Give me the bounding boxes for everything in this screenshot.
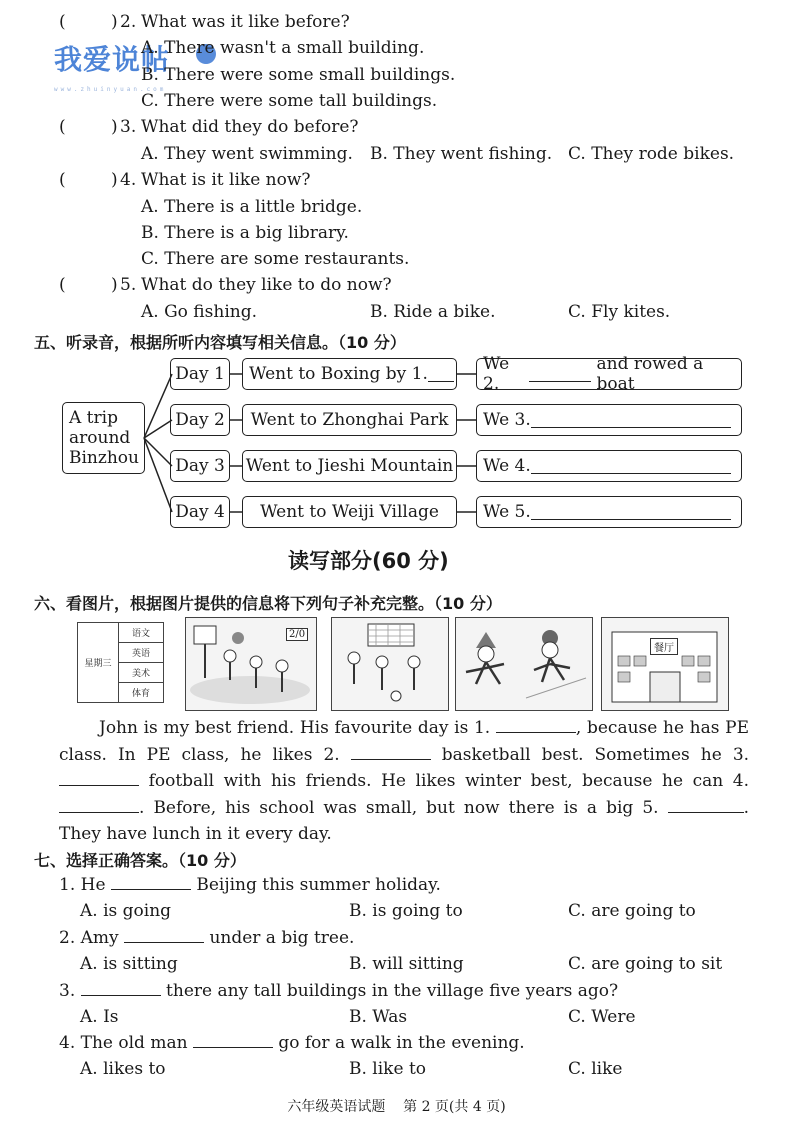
option: A. is going [80,901,172,921]
answer-blank[interactable] [59,771,139,786]
option: C. Were [568,1007,636,1027]
option: C. are going to [568,901,696,921]
option: C. like [568,1059,623,1079]
answer-blank[interactable] [428,367,454,382]
option: C. They rode bikes. [568,144,735,164]
section7-heading: 七、选择正确答案。（10 分） [34,851,246,870]
option: B. There were some small buildings. [141,65,456,85]
we-box: We 5. [476,496,742,528]
answer-blank[interactable] [193,1033,273,1048]
option: A. Go fishing. [141,302,257,322]
option: A. There is a little bridge. [141,197,363,217]
page-footer: 六年级英语试题 第 2 页(共 4 页) [287,1099,506,1115]
restaurant-picture [601,617,729,711]
part-title: 读写部分(60 分) [288,549,449,573]
day-box: Day 1 [170,358,230,390]
skating-picture [455,617,593,711]
schedule-subject: 美术 [119,663,164,683]
day-box: Day 3 [170,450,230,482]
watermark-logo: 我爱说帖 [54,43,171,76]
option: B. Ride a bike. [370,302,496,322]
schedule-subject: 体育 [119,683,164,703]
skating-kids-icon [456,618,591,709]
restaurant-sign: 餐厅 [650,638,678,655]
option: B. like to [349,1059,427,1079]
question-text: What do they like to do now? [141,275,392,295]
we-box: We 4. [476,450,742,482]
schedule-subject: 语文 [119,623,164,643]
schedule-table [77,622,164,703]
option: A. Is [80,1007,119,1027]
answer-blank[interactable] [531,413,731,428]
activity-box: Went to Weiji Village [242,496,457,528]
mindmap-root: A trip around Binzhou [62,402,145,474]
question-text: What did they do before? [141,117,359,137]
basketball-picture [185,617,317,711]
option: B. will sitting [349,954,464,974]
day-box: Day 4 [170,496,230,528]
answer-blank[interactable] [81,981,161,996]
answer-blank[interactable] [531,505,731,520]
schedule-subject: 英语 [119,643,164,663]
answer-blank[interactable] [496,718,576,733]
section6-passage: John is my best friend. His favourite day is 1. , because he has PE class. In PE class, he likes 2. basketball best. Sometimes he 3. football with his friends. He likes winter best, because he can 4.. Before, his school was small, but now there is a big 5. . They have lunch in it every day. [59,718,750,844]
answer-blank[interactable] [668,798,744,813]
we-box: We 3. [476,404,742,436]
option: B. Was [349,1007,408,1027]
answer-blank[interactable] [59,798,139,813]
section6-heading: 六、看图片，根据图片提供的信息将下列句子补充完整。（10 分） [34,594,502,613]
day-box: Day 2 [170,404,230,436]
watermark-url: www.zhuinyuan.com [54,86,167,93]
answer-blank[interactable] [529,367,591,382]
football-picture [331,617,449,711]
activity-box: Went to Boxing by 1. [242,358,457,390]
answer-blank[interactable] [531,459,731,474]
option: C. Fly kites. [568,302,671,322]
option: A. likes to [80,1059,166,1079]
option: B. They went fishing. [370,144,553,164]
question-text: What was it like before? [141,12,350,32]
option: B. There is a big library. [141,223,349,243]
answer-blank[interactable] [111,875,191,890]
schedule-day: 星期三 [78,623,119,703]
answer-blank[interactable] [124,928,204,943]
option: A. They went swimming. [141,144,353,164]
option: C. There are some restaurants. [141,249,410,269]
section5-heading: 五、听录音，根据所听内容填写相关信息。（10 分） [34,333,406,352]
football-players-icon [332,618,447,709]
option: A. is sitting [80,954,178,974]
option: C. are going to sit [568,954,723,974]
activity-box: Went to Jieshi Mountain [242,450,457,482]
option: B. is going to [349,901,463,921]
question-text: What is it like now? [141,170,311,190]
restaurant-building-icon [602,618,727,709]
option: A. There wasn't a small building. [141,38,425,58]
we-box: We 2. and rowed a boat [476,358,742,390]
scoreboard: 2/0 [286,628,308,641]
activity-box: Went to Zhonghai Park [242,404,457,436]
option: C. There were some tall buildings. [141,91,438,111]
answer-blank[interactable] [351,745,431,760]
